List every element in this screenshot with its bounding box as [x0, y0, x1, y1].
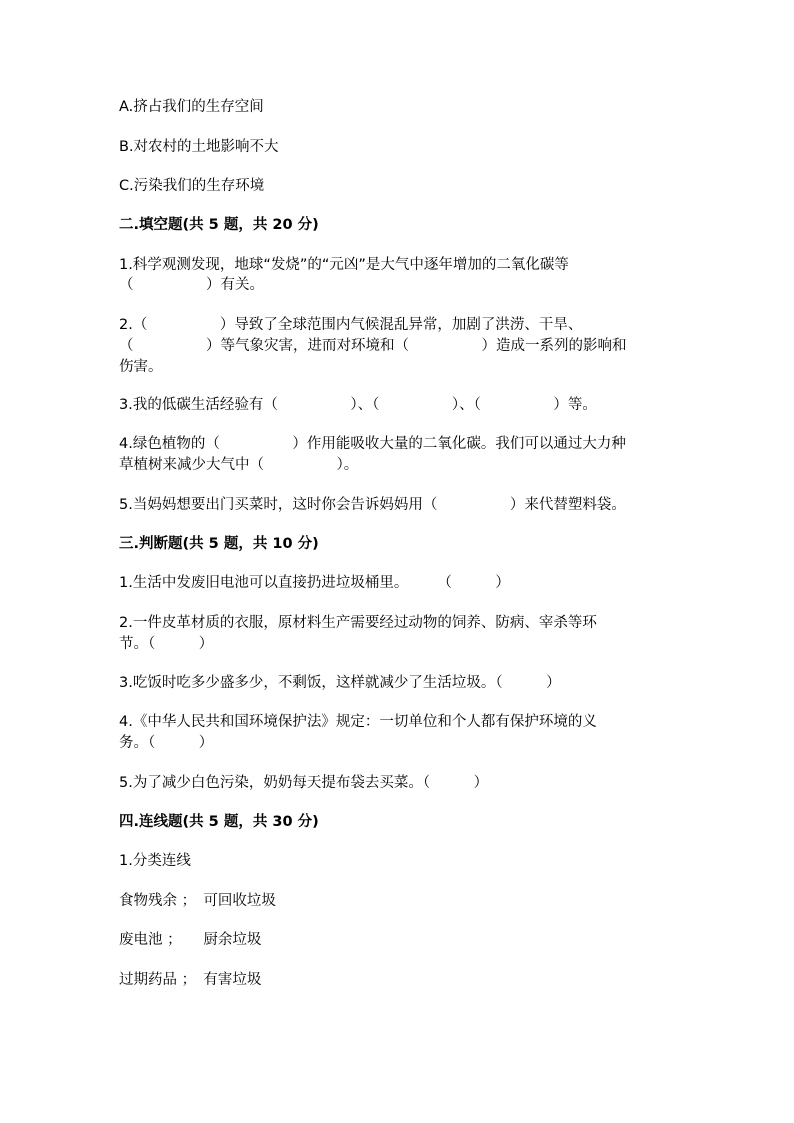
matching-pair-3: 过期药品 ； 有害垃圾 — [119, 972, 262, 988]
fill-q2-line2: （ ）等气象灾害，进而对环境和（ ）造成一系列的影响和 — [119, 338, 627, 354]
fill-q4-line2: 草植树来减少大气中（ ）。 — [119, 457, 359, 473]
section-heading-fill-blank: 二.填空题(共 5 题，共 20 分) — [119, 217, 319, 233]
judge-q4-line2: 务。（ ） — [119, 735, 214, 751]
fill-q1-line1: 1.科学观测发现，地球“发烧”的“元凶”是大气中逐年增加的二氧化碳等 — [119, 257, 569, 273]
option-a: A.挤占我们的生存空间 — [119, 99, 264, 115]
judge-q5-line1: 5.为了减少白色污染，奶奶每天提布袋去买菜。（ ） — [119, 775, 489, 791]
judge-q4-line1: 4.《中华人民共和国环境保护法》规定：一切单位和个人都有保护环境的义 — [119, 714, 597, 730]
option-c: C.污染我们的生存环境 — [119, 178, 265, 194]
fill-q1-line2: （ ）有关。 — [119, 277, 264, 293]
matching-pair-1: 食物残余 ； 可回收垃圾 — [119, 893, 276, 909]
section-heading-matching: 四.连线题(共 5 题，共 30 分) — [119, 814, 319, 830]
fill-q4-line1: 4.绿色植物的（ ）作用能吸收大量的二氧化碳。我们可以通过大力种 — [119, 436, 626, 452]
option-b: B.对农村的土地影响不大 — [119, 139, 279, 155]
judge-q2-line2: 节。（ ） — [119, 636, 214, 652]
fill-q2-line3: 伤害。 — [119, 359, 163, 375]
matching-pair-2: 废电池 ； 厨余垃圾 — [119, 932, 262, 948]
fill-q3-line1: 3.我的低碳生活经验有（ ）、（ ）、（ ）等。 — [119, 397, 597, 413]
section-heading-judge: 三.判断题(共 5 题，共 10 分) — [119, 536, 319, 552]
fill-q2-line1: 2.（ ）导致了全球范围内气候混乱异常，加剧了洪涝、干旱、 — [119, 317, 583, 333]
fill-q5-line1: 5.当妈妈想要出门买菜时，这时你会告诉妈妈用（ ）来代替塑料袋。 — [119, 497, 626, 513]
judge-q3-line1: 3.吃饭时吃多少盛多少，不剩饭，这样就减少了生活垃圾。（ ） — [119, 675, 561, 691]
judge-q1-line1: 1.生活中发废旧电池可以直接扔进垃圾桶里。 （ ） — [119, 575, 510, 591]
matching-q1-title: 1.分类连线 — [119, 853, 191, 869]
judge-q2-line1: 2.一件皮革材质的衣服，原材料生产需要经过动物的饲养、防病、宰杀等环 — [119, 615, 597, 631]
